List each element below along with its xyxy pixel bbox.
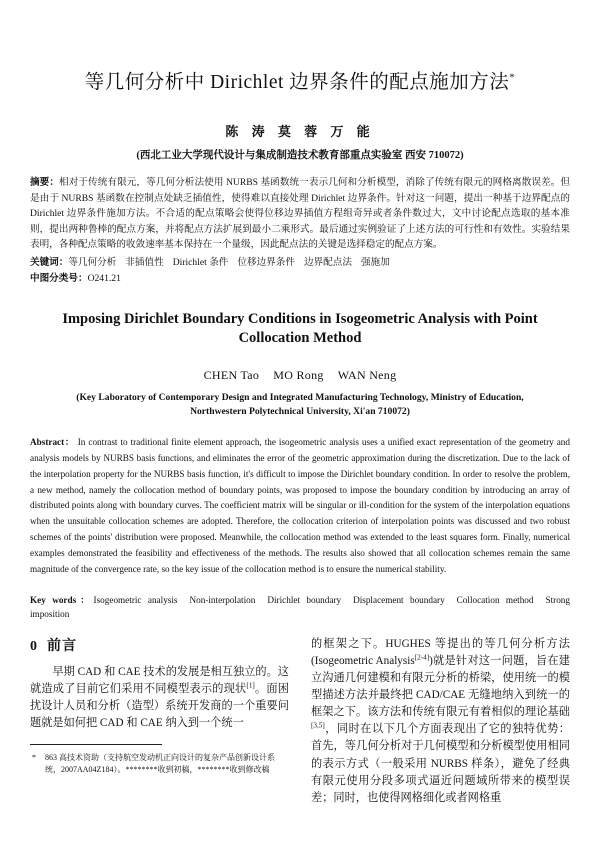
english-abstract-label: Abstract： [30, 437, 75, 448]
chinese-abstract-block [30, 175, 570, 286]
title-footnote-marker: * [509, 71, 516, 84]
english-keyword: Dirichlet boundary [267, 594, 342, 605]
chinese-authors: 陈 涛 莫 蓉 万 能 [225, 124, 375, 140]
body-paragraph-left [30, 664, 289, 732]
english-author: WAN Neng [337, 368, 397, 383]
chinese-keyword: Dirichlet 条件 [172, 257, 229, 268]
section-number: 0 [30, 639, 38, 655]
english-keyword: Isogeometric analysis [93, 594, 178, 605]
clc-row [30, 271, 570, 287]
english-author: CHEN Tao [203, 368, 260, 383]
footnote-marker: * [32, 752, 36, 762]
footnote-text [30, 752, 289, 777]
chinese-title-text: 等几何分析中 Dirichlet 边界条件的配点施加方法 [84, 72, 510, 93]
english-affiliation [30, 391, 570, 419]
chinese-abstract-label: 摘要： [30, 177, 60, 189]
column-left [30, 636, 289, 806]
chinese-keyword: 位移边界条件 [237, 257, 295, 268]
section-title: 前言 [47, 639, 77, 655]
english-keyword: Collocation method [456, 594, 534, 605]
body-text: 的框架之下。HUGHES 等提出的等几何分析方法(Isogeometric Analysis [311, 638, 570, 668]
chinese-keyword: 边界配点法 [303, 257, 352, 268]
english-keyword: Non-interpolation [189, 594, 256, 605]
english-keywords-label: Key words： [30, 594, 94, 605]
english-title: Imposing Dirichlet Boundary Conditions in Isogeometric Analysis with Point Collocation Method [62, 311, 538, 347]
body-columns [30, 636, 570, 806]
english-keywords-row [30, 593, 570, 623]
english-keyword: Strong imposition [30, 594, 570, 620]
footnote-line-2: 统，2007AA04Z184）。********收到初稿，********收到修改稿 [45, 765, 270, 775]
chinese-abstract-text: 相对于传统有限元，等几何分析法使用 NURBS 基函数统一表示几何和分析模型，消除了传统有限元的网格离散误差。但是由于 NURBS 基函数在控制点处缺乏插值性，使得难以直接处理 Dirichlet 边界条件。针对这一问题，提出一种基于边界配点的 Dirichlet 边界条件施加方法。不合适的配点策略会使得位移边界插值方程组奇异或者条件数过大，文中讨论配点选取的基本准则，提出两种鲁棒的配点方案，并将配点方法扩展到最小二乘形式。最后通过实例验证了上述方法的可行性和有效性。实验结果表明，各种配点策略的收敛速率基本保持在一个量级，因此配点法的关键是选择稳定的配点方案。 [30, 177, 570, 251]
english-author: MO Rong [273, 368, 324, 383]
footnote-line-1: 863 高技术资助（支持航空发动机正向设计的复杂产品创新设计系 [45, 752, 275, 762]
chinese-keywords-row [30, 255, 570, 271]
column-right [311, 636, 570, 806]
chinese-keyword: 强施加 [360, 257, 390, 268]
body-text: )就是针对这一问题，旨在建立沟通几何建模和有限元分析的桥梁，使用统一的模型描述方法并最终把 CAD/CAE 无缝地纳入到统一的框架之下。该方法和传统有限元有着相似的理论基础 [311, 655, 570, 719]
citation-ref: [2-4] [414, 653, 430, 662]
english-abstract-text: In contrast to traditional finite element approach, the isogeometric analysis uses a unified exact representation of the geometry and analysis models by NURBS basis functions, and eliminates the error of the geometric approximation during the discretization. Due to the lack of the interpolation property for the NURBS basis function, it's difficult to impose the Dirichlet boundary condition. In order to resolve the problem, a new method, namely the collocation method of boundary points, was proposed to impose the boundary condition by introducing an array of distributed points along with boundary curves. The coefficient matrix will be singular or ill-condition for the system of the interpolation equations when the unsuitable collocation schemes are adopted. Therefore, the collocation criterion of interpolation points was discussed and two robust schemes of the points' distribution were proposed. Meanwhile, the collocation method was extended to the least squares form. Finally, numerical examples demonstrated the feasibility and effectiveness of the methods. The results also showed that all collocation schemes remain the same magnitude of the convergence rate, so the key issue of the collocation method is to ensure the numerical stability. [30, 437, 570, 574]
footnote-divider [30, 744, 162, 745]
chinese-keyword: 等几何分析 [68, 257, 117, 268]
body-paragraph-right [311, 636, 570, 806]
body-text: ，同时在以下几个方面表现出了它的独特优势：首先，等几何分析对于几何模型和分析模型使用相同的表示方式（一般采用 NURBS 样条），避免了经典有限元使用分段多项式逼近问题域所带来的模型误差；同时，也使得网格细化或者网格重 [311, 723, 570, 804]
english-affiliation-line-2: Northwestern Polytechnical University, Xi'an 710072) [190, 406, 410, 418]
body-text: 早期 CAD 和 CAE 技术的发展是相互独立的。这就造成了目前它们采用不同模型表示的现状 [30, 665, 289, 695]
body-text: 。面困扰设计人员和分析（造型）系统开发商的一个重要问题就是如何把 CAD 和 CAE 纳入到一个统一 [30, 682, 289, 729]
english-keyword: Displacement boundary [353, 594, 445, 605]
english-authors [30, 368, 570, 383]
citation-ref: [3,5] [311, 721, 325, 730]
clc-value: O241.21 [87, 272, 121, 284]
english-abstract-paragraph [30, 435, 570, 577]
english-affiliation-line-1: (Key Laboratory of Contemporary Design and Integrated Manufacturing Technology, Ministry of Education, [76, 392, 524, 404]
english-abstract-block [30, 435, 570, 577]
chinese-keyword: 非插值性 [125, 257, 164, 268]
clc-label: 中图分类号： [30, 272, 88, 284]
citation-ref: [1] [246, 680, 255, 689]
footnote-block [30, 744, 289, 777]
chinese-abstract-paragraph [30, 175, 570, 253]
chinese-affiliation: (西北工业大学现代设计与集成制造技术教育部重点实验室 西安 710072) [136, 150, 464, 162]
chinese-title [30, 0, 570, 95]
section-heading [30, 636, 289, 657]
chinese-keywords-label: 关键词： [30, 257, 69, 268]
